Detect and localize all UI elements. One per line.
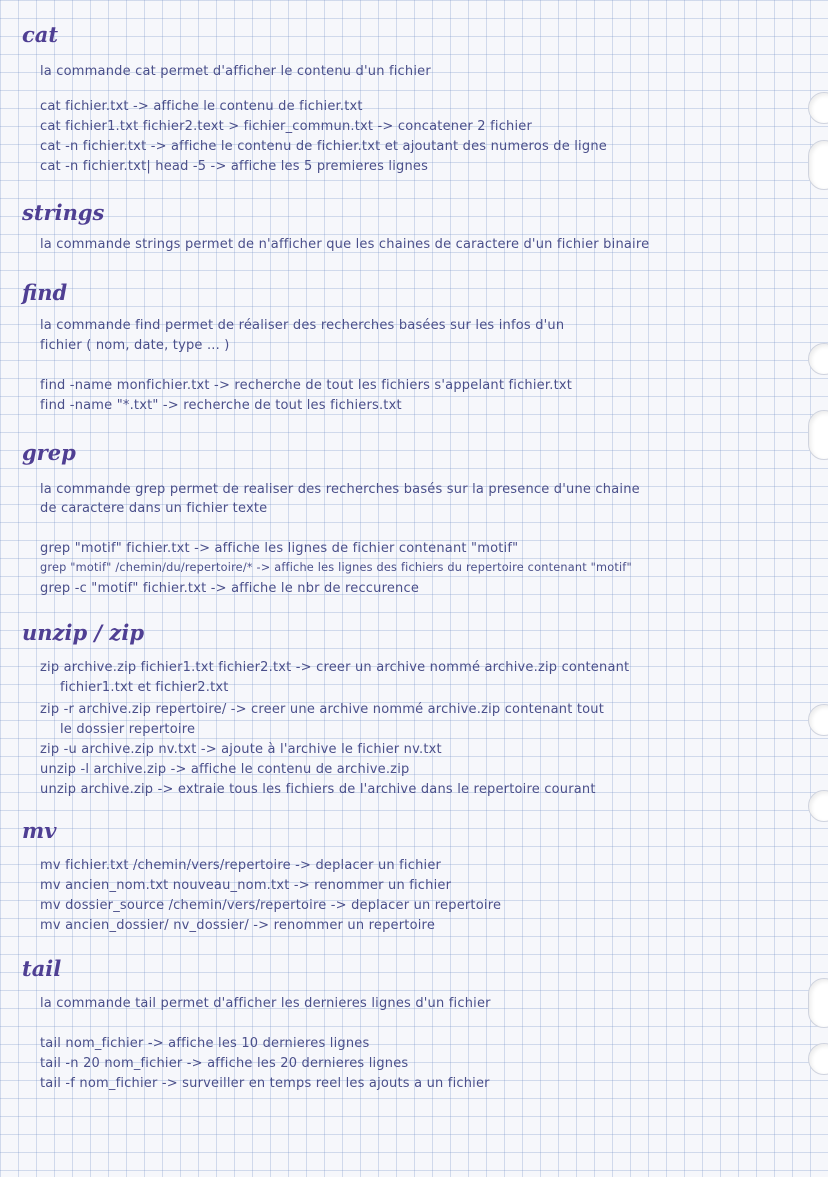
heading-mv: mv (22, 818, 57, 843)
heading-strings: strings (22, 200, 105, 225)
mv-line-1: mv fichier.txt /chemin/vers/repertoire -> deplacer un fichier (40, 858, 442, 873)
binder-hole (808, 343, 828, 375)
mv-line-2: mv ancien_nom.txt nouveau_nom.txt -> renommer un fichier (40, 878, 452, 893)
binder-hole (808, 92, 828, 124)
grep-line-3: grep -c "motif" fichier.txt -> affiche le nbr de reccurence (40, 581, 420, 596)
mv-line-3: mv dossier_source /chemin/vers/repertoire -> deplacer un repertoire (40, 898, 502, 913)
find-line-2: find -name "*.txt" -> recherche de tout les fichiers.txt (40, 398, 402, 413)
heading-grep: grep (22, 440, 76, 465)
zip-line-1b: fichier1.txt et fichier2.txt (60, 680, 229, 695)
find-description-2: fichier ( nom, date, type ... ) (40, 338, 230, 353)
tail-line-3: tail -f nom_fichier -> surveiller en temps reel les ajouts a un fichier (40, 1076, 490, 1091)
grep-line-1: grep "motif" fichier.txt -> affiche les lignes de fichier contenant "motif" (40, 541, 519, 556)
mv-line-4: mv ancien_dossier/ nv_dossier/ -> renommer un repertoire (40, 918, 436, 933)
cat-line-2: cat fichier1.txt fichier2.text > fichier_commun.txt -> concatener 2 fichier (40, 119, 533, 134)
binder-hole (808, 1043, 828, 1075)
zip-line-2b: le dossier repertoire (60, 722, 196, 737)
binder-hole (808, 140, 828, 190)
heading-cat: cat (22, 22, 59, 47)
binder-hole (808, 978, 828, 1028)
cat-line-3: cat -n fichier.txt -> affiche le contenu de fichier.txt et ajoutant des numeros de ligne (40, 139, 607, 154)
find-line-1: find -name monfichier.txt -> recherche de tout les fichiers s'appelant fichier.txt (40, 378, 573, 393)
cat-description: la commande cat permet d'afficher le contenu d'un fichier (40, 64, 431, 79)
tail-line-1: tail nom_fichier -> affiche les 10 dernieres lignes (40, 1036, 370, 1051)
binder-hole (808, 410, 828, 460)
heading-tail: tail (22, 956, 62, 981)
zip-line-4: unzip -l archive.zip -> affiche le contenu de archive.zip (40, 762, 410, 777)
cat-line-4: cat -n fichier.txt| head -5 -> affiche les 5 premieres lignes (40, 159, 429, 174)
grep-line-2: grep "motif" /chemin/du/repertoire/* -> affiche les lignes des fichiers du repertoire contenant "motif" (40, 561, 632, 574)
zip-line-1: zip archive.zip fichier1.txt fichier2.txt -> creer un archive nommé archive.zip contenant (40, 660, 630, 675)
heading-zip: unzip / zip (22, 620, 145, 645)
cat-line-1: cat fichier.txt -> affiche le contenu de fichier.txt (40, 99, 363, 114)
heading-find: find (22, 280, 68, 305)
binder-hole (808, 704, 828, 736)
grep-description-1: la commande grep permet de realiser des recherches basés sur la presence d'une chaine (40, 482, 640, 497)
strings-description: la commande strings permet de n'afficher que les chaines de caractere d'un fichier binaire (40, 237, 650, 252)
grep-description-2: de caractere dans un fichier texte (40, 501, 268, 516)
find-description-1: la commande find permet de réaliser des recherches basées sur les infos d'un (40, 318, 565, 333)
binder-hole (808, 790, 828, 822)
tail-line-2: tail -n 20 nom_fichier -> affiche les 20 dernieres lignes (40, 1056, 409, 1071)
zip-line-3: zip -u archive.zip nv.txt -> ajoute à l'archive le fichier nv.txt (40, 742, 442, 757)
tail-description: la commande tail permet d'afficher les dernieres lignes d'un fichier (40, 996, 491, 1011)
zip-line-5: unzip archive.zip -> extraie tous les fichiers de l'archive dans le repertoire courant (40, 782, 596, 797)
zip-line-2: zip -r archive.zip repertoire/ -> creer une archive nommé archive.zip contenant tout (40, 702, 605, 717)
